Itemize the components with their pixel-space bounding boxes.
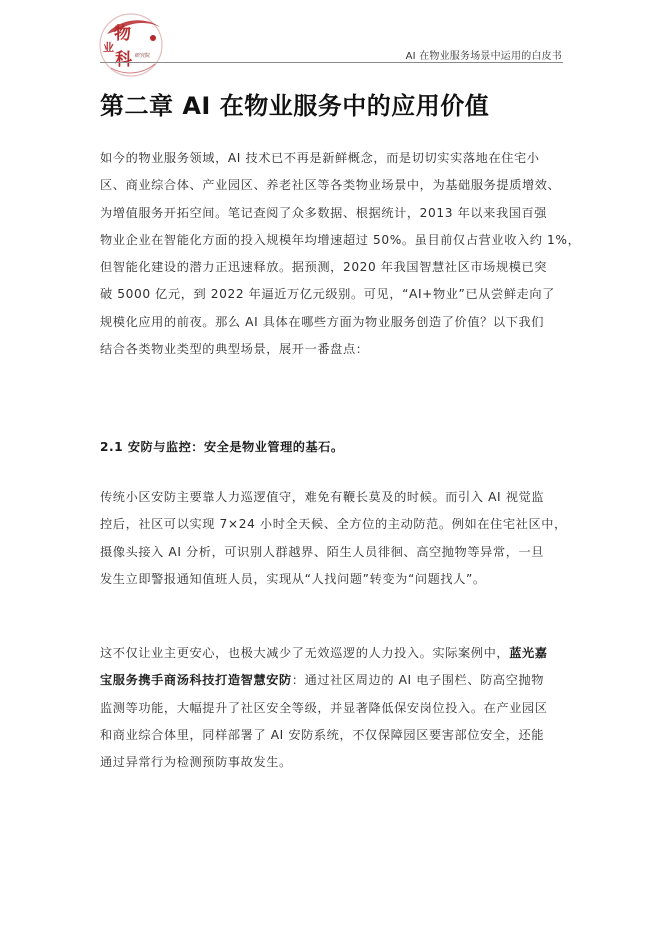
logo-sub-text: 研究院 <box>135 53 151 59</box>
text-line: 如今的物业服务领域，AI 技术已不再是新鲜概念，而是切切实实落地在住宅小 <box>100 151 540 165</box>
text-line: 但智能化建设的潜力正迅速释放。据预测，2020 年我国智慧社区市场规模已突 <box>100 260 548 275</box>
text-line: 传统小区安防主要靠人力巡逻值守，难免有鞭长莫及的时候。而引入 AI 视觉监 <box>100 490 545 504</box>
text-line: 规模化应用的前夜。那么 AI 具体在哪些方面为物业服务创造了价值？以下我们 <box>100 314 545 329</box>
text-run: 这不仅让业主更安心，也极大减少了无效巡逻的人力投入。实际案例中， <box>100 646 510 660</box>
text-line: 和商业综合体里，同样部署了 AI 安防系统，不仅保障园区要害部位安全，还能 <box>100 727 545 742</box>
case-study-paragraph <box>100 640 570 776</box>
brand-logo <box>97 12 167 78</box>
header-divider <box>100 62 563 63</box>
text-line: 为增值服务开拓空间。笔记查阅了众多数据、根据统计，2013 年以来我国百强 <box>100 205 548 220</box>
security-paragraph <box>100 484 570 593</box>
text-line: 摄像头接入 AI 分析，可识别人群越界、陌生人员徘徊、高空抛物等异常，一旦 <box>100 544 545 559</box>
text-run: ：通过社区周边的 AI 电子围栏、防高空抛物 <box>291 673 545 688</box>
running-header-title: AI 在物业服务场景中运用的白皮书 <box>405 51 562 62</box>
text-line: 破 5000 亿元，到 2022 年逼近万亿元级别。可见，“AI+物业”已从尝鲜走向了 <box>100 287 555 302</box>
logo-seal-graphic <box>97 12 167 78</box>
logo-char-top: 物 <box>114 24 131 44</box>
text-line <box>100 667 570 694</box>
highlight-company-cont: 宝服务携手商汤科技打造智慧安防 <box>100 673 292 688</box>
text-line: 物业企业在智能化方面的投入规模年均增速超过 50%。虽目前仅占营业收入约 1%， <box>100 232 581 247</box>
text-line: 控后，社区可以实现 7×24 小时全天候、全方位的主动防范。例如在住宅社区中， <box>100 517 567 532</box>
text-line <box>100 640 570 667</box>
text-line: 结合各类物业类型的典型场景，展开一番盘点： <box>100 342 369 357</box>
chapter-title: 第二章 AI 在物业服务中的应用价值 <box>100 92 490 120</box>
text-line: 发生立即警报通知值班人员，实现从“人找问题”转变为“问题找人”。 <box>100 571 486 586</box>
text-line: 区、商业综合体、产业园区、养老社区等各类物业场景中，为基础服务提质增效、 <box>100 178 561 193</box>
highlight-company: 蓝光嘉 <box>509 646 548 660</box>
logo-char-bottom: 科 <box>115 50 132 70</box>
logo-char-left: 业 <box>103 41 114 54</box>
intro-paragraph <box>100 145 581 363</box>
section-heading: 2.1 安防与监控：安全是物业管理的基石。 <box>100 440 344 454</box>
text-line: 监测等功能，大幅提升了社区安全等级，并显著降低保安岗位投入。在产业园区 <box>100 700 548 715</box>
text-line: 通过异常行为检测预防事故发生。 <box>100 755 292 770</box>
